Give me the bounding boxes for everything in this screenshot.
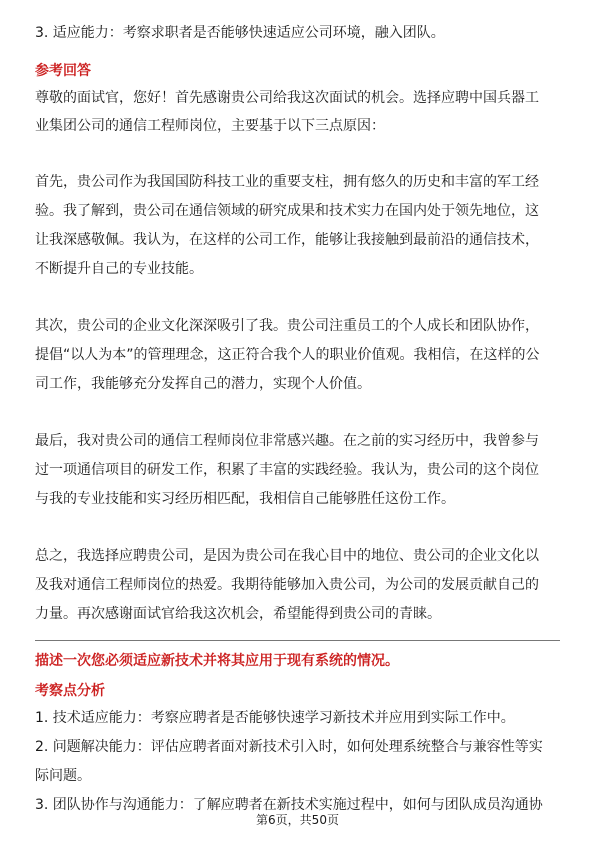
answer-para4-line-1: 总之，我选择应聘贵公司，是因为贵公司在我心目中的地位、贵公司的企业文化以 (35, 548, 539, 564)
analysis-item-2-line-1: 2. 问题解决能力：评估应聘者面对新技术引入时，如何处理系统整合与兼容性等实 (35, 739, 543, 755)
answer-para3-line-1: 最后，我对贵公司的通信工程师岗位非常感兴趣。在之前的实习经历中，我曾参与 (35, 433, 539, 449)
analysis-item-2-line-2: 际问题。 (35, 768, 91, 784)
answer-para2-line-2: 提倡“以人为本”的管理理念，这正符合我个人的职业价值观。我相信，在这样的公 (35, 347, 540, 363)
answer-para1-line-2: 验。我了解到，贵公司在通信领域的研究成果和技术实力在国内处于领先地位，这 (35, 203, 539, 219)
answer-para4-line-2: 及我对通信工程师岗位的热爱。我期待能够加入贵公司，为公司的发展贡献自己的 (35, 577, 539, 593)
question-title: 描述一次您必须适应新技术并将其应用于现有系统的情况。 (35, 653, 399, 669)
answer-para3-line-2: 过一项通信项目的研发工作，积累了丰富的实践经验。我认为，贵公司的这个岗位 (35, 462, 539, 478)
section-divider (35, 640, 560, 641)
answer-para1-line-3: 让我深感敬佩。我认为，在这样的公司工作，能够让我接触到最前沿的通信技术， (35, 232, 539, 248)
reference-answer-heading: 参考回答 (35, 63, 91, 79)
assessment-item-3: 3. 适应能力：考察求职者是否能够快速适应公司环境，融入团队。 (35, 25, 445, 41)
answer-para3-line-3: 与我的专业技能和实习经历相匹配，我相信自己能够胜任这份工作。 (35, 491, 455, 507)
answer-para4-line-3: 力量。再次感谢面试官给我这次机会，希望能得到贵公司的青睐。 (35, 606, 441, 622)
answer-para2-line-1: 其次，贵公司的企业文化深深吸引了我。贵公司注重员工的个人成长和团队协作， (35, 318, 539, 334)
answer-para1-line-4: 不断提升自己的专业技能。 (35, 261, 203, 277)
page-footer: 第6页，共50页 (256, 813, 339, 827)
document-page (35, 0, 560, 842)
answer-para1-line-1: 首先，贵公司作为我国国防科技工业的重要支柱，拥有悠久的历史和丰富的军工经 (35, 174, 539, 190)
answer-intro-line-1: 尊敬的面试官，您好！首先感谢贵公司给我这次面试的机会。选择应聘中国兵器工 (35, 90, 539, 106)
analysis-item-1: 1. 技术适应能力：考察应聘者是否能够快速学习新技术并应用到实际工作中。 (35, 710, 515, 726)
answer-para2-line-3: 司工作，我能够充分发挥自己的潜力，实现个人价值。 (35, 376, 371, 392)
analysis-item-3-line-1: 3. 团队协作与沟通能力：了解应聘者在新技术实施过程中，如何与团队成员沟通协 (35, 797, 543, 813)
answer-intro-line-2: 业集团公司的通信工程师岗位，主要基于以下三点原因： (35, 118, 385, 134)
analysis-heading: 考察点分析 (35, 683, 105, 699)
